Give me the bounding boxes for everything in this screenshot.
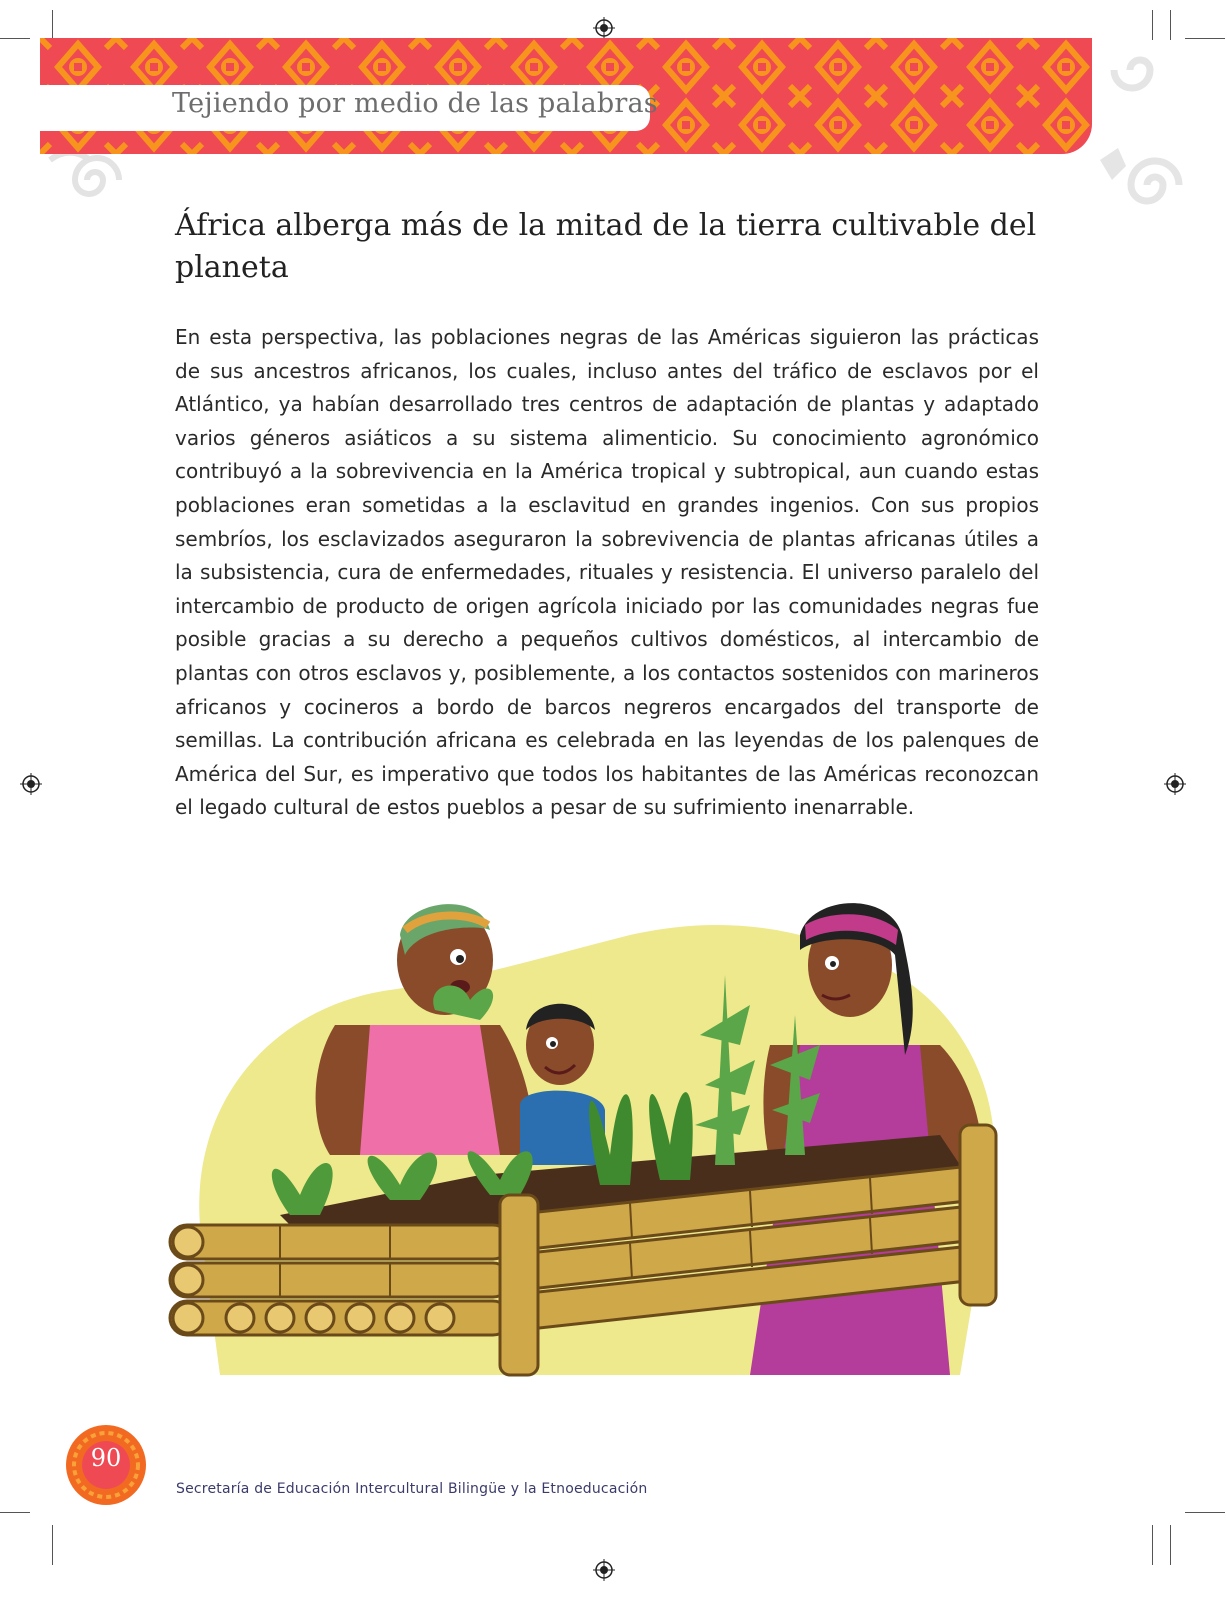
article-title: África alberga más de la mitad de la tierra cultivable del planeta [175,208,1037,285]
crop-mark [1152,10,1153,40]
crop-mark [1170,10,1171,40]
crop-mark [52,1525,53,1565]
decorative-swirl-icon [1090,40,1227,240]
footer-publisher: Secretaría de Educación Intercultural Bilingüe y la Etnoeducación [176,1481,648,1497]
crop-mark [1185,1512,1225,1513]
page-number: 90 [90,1444,122,1472]
crop-mark [1152,1525,1153,1565]
crop-mark [1185,38,1225,39]
registration-mark-icon [20,773,42,795]
registration-mark-icon [1164,773,1186,795]
woman-left-figure [316,904,533,1155]
garden-illustration [160,895,1010,1395]
registration-mark-icon [593,1559,615,1581]
section-title: Tejiendo por medio de las palabras [172,88,658,119]
crop-mark [0,1512,30,1513]
registration-mark-icon [593,17,615,39]
crop-mark [1170,1525,1171,1565]
article-body: En esta perspectiva, las poblaciones negras de las Américas siguieron las prácticas de sus ancestros africanos, los cuales, incluso antes del tráfico de esclavos por el Atlántico, ya habían desarrollado tres centros de adaptación de plantas y adaptado varios géneros asiáticos a su sistema alimenticio. Su conocimiento agronómico contribuyó a la sobrevivencia en la América tropical y subtropical, aun cuando estas poblaciones eran sometidas a la esclavitud en grandes ingenios. Con sus propios sembríos, los esclavizados aseguraron la sobrevivencia de plantas africanas útiles a la subsistencia, cura de enfermedades, rituales y resistencia. El universo paralelo del intercambio de producto de origen agrícola iniciado por las comunidades negras fue posible gracias a su derecho a pequeños cultivos domésticos, al intercambio de plantas con otros esclavos y, posiblemente, a los contactos sostenidos con marineros africanos y cocineros a bordo de barcos negreros encargados del transporte de semillas. La contribución africana es celebrada en las leyendas de los palenques de América del Sur, es imperativo que todos los habitantes de las Américas reconozcan el legado cultural de estos pueblos a pesar de su sufrimiento inenarrable. [175,325,1039,820]
crop-mark [52,10,53,40]
crop-mark [0,38,30,39]
